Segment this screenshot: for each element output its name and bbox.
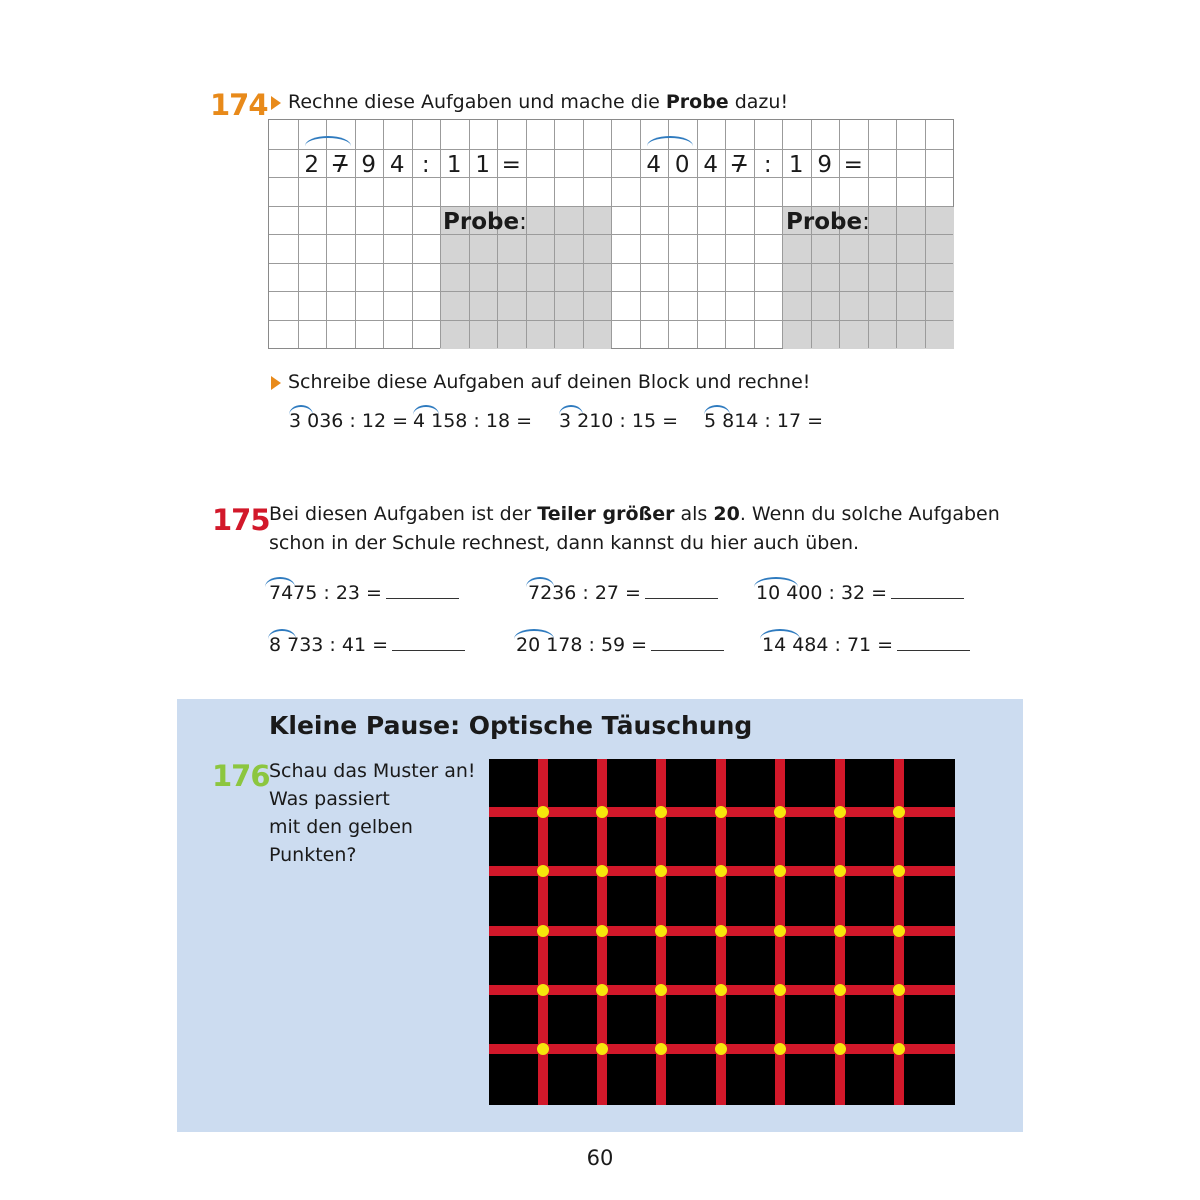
grid-line [269,320,953,321]
exercise-174-instruction: Rechne diese Aufgaben und mache die Probe dazu! [288,91,789,113]
carry-arc-icon [305,136,351,146]
task-item: 14 484 : 71 = [762,634,970,656]
illusion-yellow-dot [774,865,786,877]
illusion-yellow-dot [715,865,727,877]
illusion-yellow-dot [537,865,549,877]
answer-line[interactable] [651,649,724,651]
illusion-yellow-dot [893,865,905,877]
grid-digit: 0 [674,151,690,178]
grid-digit: 4 [646,151,662,178]
grid-line [269,206,953,207]
answer-line[interactable] [392,649,465,651]
illusion-yellow-dot [655,925,667,937]
grid-line [269,291,953,292]
grid-digit: 1 [446,151,462,178]
exercise-174-instruction-2: Schreibe diese Aufgaben auf deinen Block und rechne! [288,371,811,393]
illusion-yellow-dot [774,984,786,996]
illusion-yellow-dot [537,1043,549,1055]
grid-digit: : [421,151,430,178]
illusion-yellow-dot [655,806,667,818]
illusion-yellow-dot [596,984,608,996]
page-number: 60 [586,1146,614,1170]
grid-digit: 2 [304,151,320,178]
exercise-175-text-line2: schon in der Schule rechnest, dann kannst du hier auch üben. [269,532,860,554]
illusion-yellow-dot [834,865,846,877]
probe-label-right: Probe: [786,209,870,235]
grid-digit: : [763,151,772,178]
illusion-yellow-dot [596,806,608,818]
grid-digit: 4 [389,151,405,178]
answer-line[interactable] [645,597,718,599]
task-item: 20 178 : 59 = [516,634,724,656]
grid-digit: = [501,151,521,178]
grid-digit: = [843,151,863,178]
grid-digit: 7 [332,151,348,178]
illusion-yellow-dot [715,806,727,818]
illusion-yellow-dot [893,1043,905,1055]
exercise-174-number: 174 [210,88,268,122]
task-item: 3 036 : 12 = [289,410,409,432]
illusion-yellow-dot [537,925,549,937]
illusion-yellow-dot [834,984,846,996]
illusion-yellow-dot [715,925,727,937]
task-item: 5 814 : 17 = [704,410,824,432]
illusion-yellow-dot [834,806,846,818]
instruction-arrow-icon [271,376,281,390]
illusion-yellow-dot [834,925,846,937]
grid-digit: 4 [703,151,719,178]
task-item: 3 210 : 15 = [559,410,679,432]
illusion-yellow-dot [893,984,905,996]
pause-title: Kleine Pause: Optische Täuschung [269,711,753,740]
illusion-yellow-dot [655,984,667,996]
answer-line[interactable] [897,649,970,651]
grid-digit: 1 [475,151,491,178]
grid-digit: 9 [361,151,377,178]
illusion-yellow-dot [596,925,608,937]
illusion-yellow-dot [834,1043,846,1055]
illusion-yellow-dot [655,1043,667,1055]
task-item: 7475 : 23 = [269,582,459,604]
illusion-yellow-dot [893,806,905,818]
illusion-yellow-dot [537,984,549,996]
answer-line[interactable] [386,597,459,599]
task-item: 8 733 : 41 = [269,634,465,656]
grid-digit: 9 [817,151,833,178]
carry-arc-icon [647,136,693,146]
illusion-yellow-dot [774,806,786,818]
grid-line [269,263,953,264]
task-item: 10 400 : 32 = [756,582,964,604]
instruction-arrow-icon [271,96,281,110]
calculation-grid [268,119,954,349]
optical-illusion-grid [489,759,955,1105]
grid-digit: 1 [788,151,804,178]
grid-line [269,149,953,150]
illusion-yellow-dot [774,1043,786,1055]
exercise-175-number: 175 [212,503,270,537]
illusion-yellow-dot [537,806,549,818]
illusion-yellow-dot [774,925,786,937]
illusion-yellow-dot [893,925,905,937]
task-item: 7236 : 27 = [528,582,718,604]
task-item: 4 158 : 18 = [413,410,533,432]
exercise-176-number: 176 [212,759,270,793]
illusion-yellow-dot [596,865,608,877]
grid-digit: 7 [731,151,747,178]
illusion-yellow-dot [655,865,667,877]
answer-line[interactable] [891,597,964,599]
exercise-175-text-line1: Bei diesen Aufgaben ist der Teiler größer als 20. Wenn du solche Aufgaben [269,503,1000,525]
illusion-yellow-dot [596,1043,608,1055]
illusion-yellow-dot [715,984,727,996]
exercise-176-text: Schau das Muster an! Was passiert mit den gelben Punkten? [269,760,476,866]
illusion-yellow-dot [715,1043,727,1055]
probe-label-left: Probe: [443,209,527,235]
